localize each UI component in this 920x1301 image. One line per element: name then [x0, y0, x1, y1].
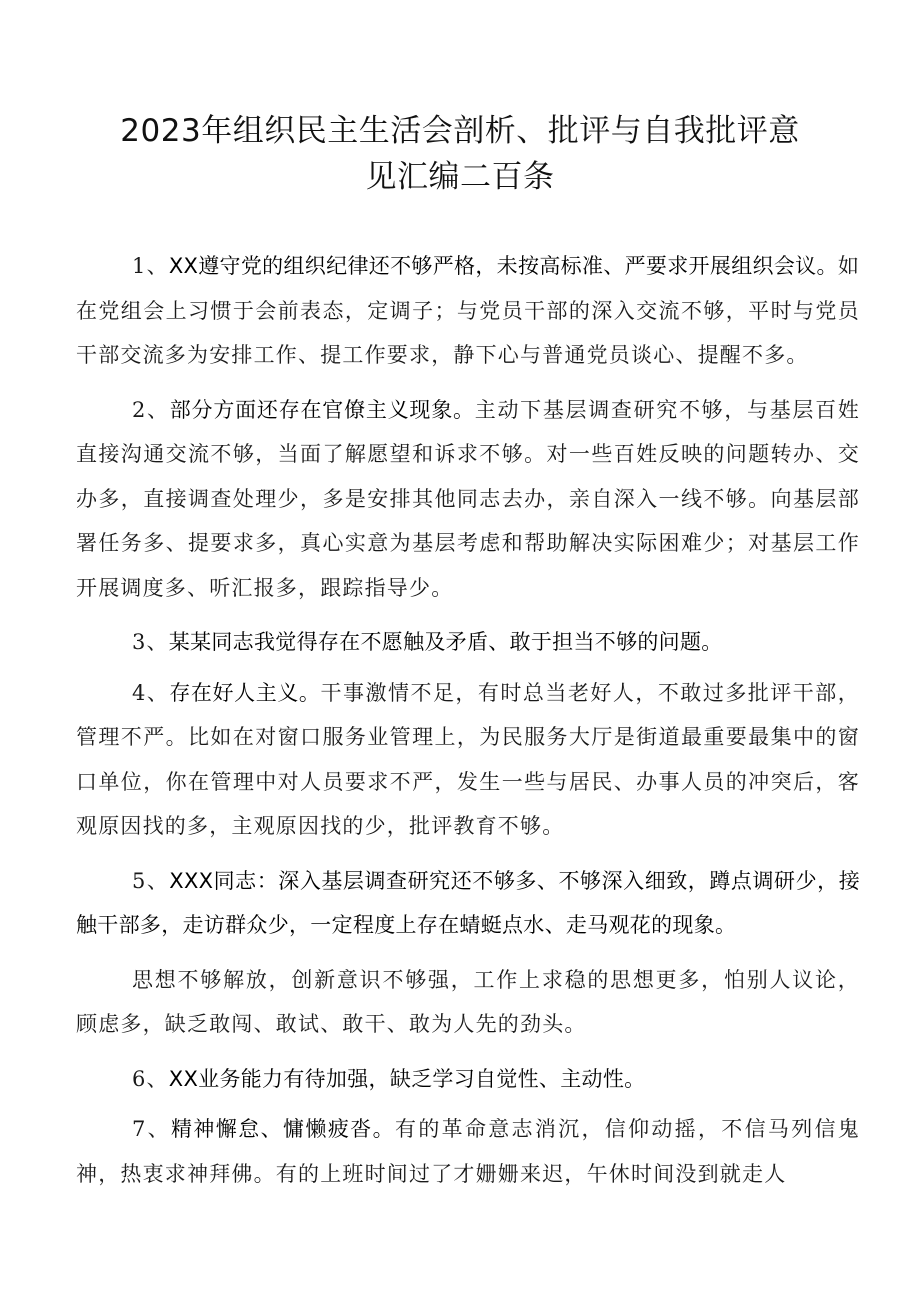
- paragraph-lead: 存在好人主义。: [169, 680, 321, 705]
- paragraph-number: 5、: [132, 868, 170, 893]
- paragraph-text: 干事激情不足，有时总当老好人，不敢过多批评干部，管理不严。比如在对窗口服务业管理上，为民服务大厅是街道最重要最集中的窗口单位，你在管理中对人员要求不严，发生一些与居民、办事人员的冲突后，客观原因找的多，主观原因找的少，批评教育不够。: [76, 680, 860, 838]
- paragraph-lead: XXX同志：深入基层调查研究还不够多、不够深入细致，蹲点调研少，接触干部多，走访群众少，一定程度上存在蜻蜓点水、走马观花的现象。: [76, 868, 860, 937]
- title-line-2: 见汇编二百条: [365, 159, 555, 195]
- paragraph-7: [76, 1107, 860, 1196]
- paragraph-number: 2、: [132, 397, 170, 422]
- title-line-1: 2023年组织民主生活会剖析、批评与自我批评意: [120, 113, 800, 149]
- paragraph-lead: 部分方面还存在官僚主义现象。: [169, 397, 475, 422]
- paragraph-number: 7、: [132, 1117, 171, 1141]
- paragraph-number: 1、: [132, 254, 169, 278]
- paragraph-lead: XX遵守党的组织纪律还不够严格，未按高标准、严要求开展组织会议。: [168, 254, 838, 278]
- paragraph-text: 如在党组会上习惯于会前表态，定调子；与党员干部的深入交流不够，平时与党员干部交流多为安排工作、提工作要求，静下心与普通党员谈心、提醒不多。: [76, 254, 861, 367]
- paragraph-number: 4、: [132, 680, 170, 705]
- paragraph-text: 主动下基层调查研究不够，与基层百姓直接沟通交流不够，当面了解愿望和诉求不够。对一些百姓反映的问题转办、交办多，直接调查处理少，多是安排其他同志去办，亲自深入一线不够。向基层部署任务多、提要求多，真心实意为基层考虑和帮助解决实际困难少；对基层工作开展调度多、听汇报多，跟踪指导少。: [76, 397, 861, 600]
- paragraph-2: [76, 388, 860, 611]
- paragraph-lead: 精神懈怠、慵懒疲沓。: [170, 1117, 396, 1141]
- document-body: [76, 244, 860, 1206]
- paragraph-5: [76, 859, 860, 948]
- document-title: [60, 108, 860, 200]
- paragraph-lead: 某某同志我觉得存在不愿触及矛盾、敢于担当不够的问题。: [168, 630, 723, 654]
- paragraph-lead: XX业务能力有待加强，缺乏学习自觉性、主动性。: [168, 1066, 646, 1091]
- paragraph-text: 思想不够解放，创新意识不够强，工作上求稳的思想更多，怕别人议论，顾虑多，缺乏敢闯、敢试、敢干、敢为人先的劲头。: [76, 967, 860, 1036]
- paragraph-1: [76, 244, 860, 378]
- paragraph-6: [76, 1057, 860, 1102]
- paragraph-5-continued: [76, 958, 860, 1047]
- paragraph-3: [76, 620, 860, 665]
- paragraph-4: [76, 671, 860, 849]
- paragraph-text: 有的革命意志消沉，信仰动摇，不信马列信鬼神，热衷求神拜佛。有的上班时间过了才姗姗来迟，午休时间没到就走人: [76, 1117, 861, 1186]
- paragraph-number: 6、: [132, 1066, 169, 1091]
- paragraph-number: 3、: [132, 630, 169, 654]
